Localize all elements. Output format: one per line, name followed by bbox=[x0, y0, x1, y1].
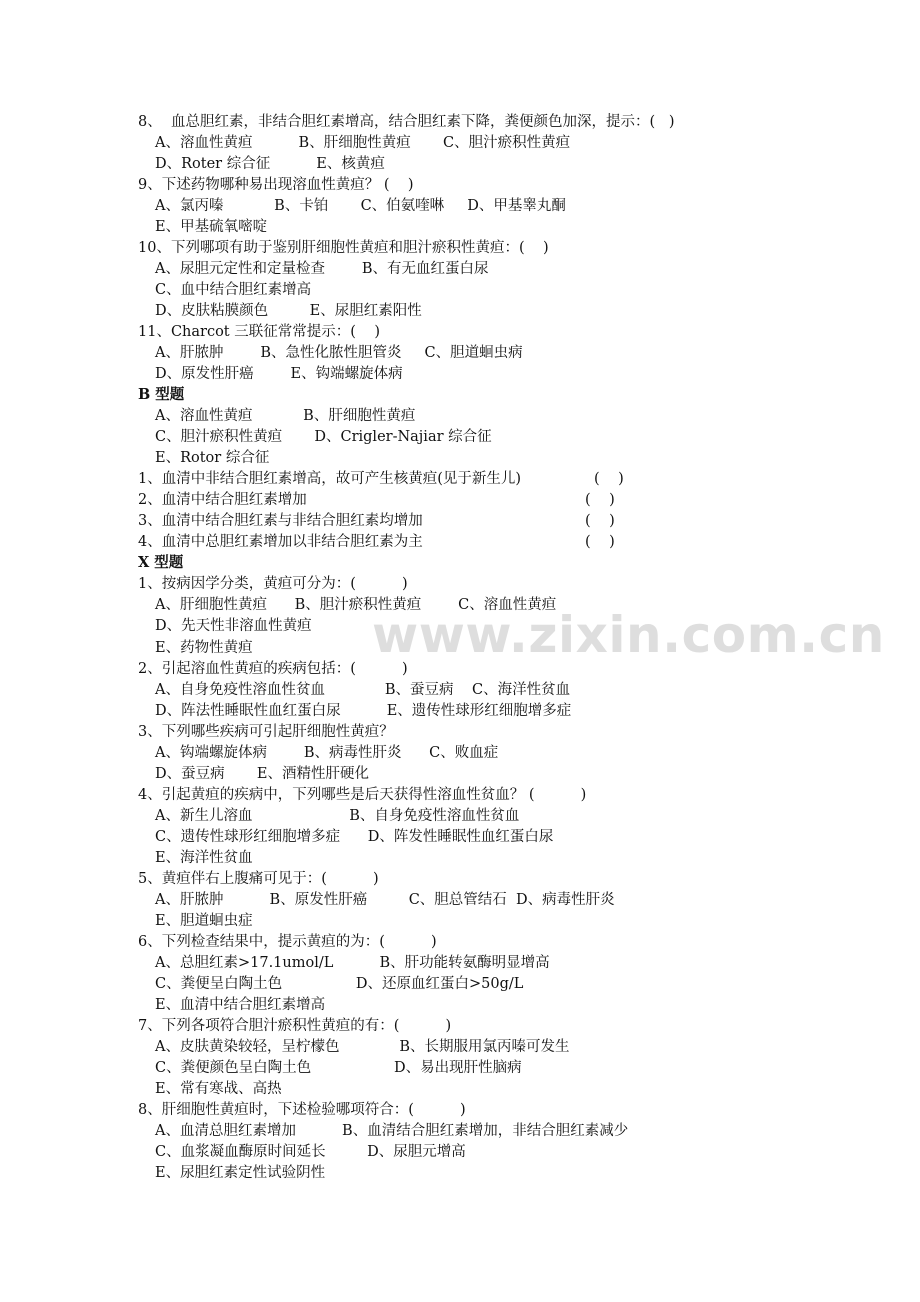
answer-options: A、皮肤黄染较轻，呈柠檬色 B、长期服用氯丙嗪可发生 bbox=[155, 1038, 570, 1055]
question-text: 1、按病因学分类，黄疸可分为：( ) bbox=[138, 576, 408, 593]
answer-options: A、钩端螺旋体病 B、病毒性肝炎 C、败血症 bbox=[155, 744, 499, 761]
answer-options: E、血清中结合胆红素增高 bbox=[155, 996, 326, 1013]
answer-options: E、常有寒战、高热 bbox=[155, 1080, 282, 1097]
answer-options: A、血清总胆红素增加 B、血清结合胆红素增加，非结合胆红素减少 bbox=[155, 1122, 629, 1139]
answer-options: A、尿胆元定性和定量检查 B、有无血红蛋白尿 bbox=[155, 261, 489, 278]
answer-bracket: ( ) bbox=[585, 534, 615, 551]
answer-options: D、蚕豆病 E、酒精性肝硬化 bbox=[155, 765, 369, 782]
answer-options: C、粪便颜色呈白陶土色 D、易出现肝性脑病 bbox=[155, 1059, 522, 1076]
question-text: 4、引起黄疸的疾病中，下列哪些是后天获得性溶血性贫血？ ( ) bbox=[138, 786, 587, 803]
answer-options: C、胆汁瘀积性黄疸 D、Crigler-Najiar 综合征 bbox=[155, 429, 492, 446]
question-text: 8、 血总胆红素，非结合胆红素增高，结合胆红素下降，粪便颜色加深，提示：( ) bbox=[138, 114, 675, 130]
answer-options: A、新生儿溶血 B、自身免疫性溶血性贫血 bbox=[155, 807, 520, 824]
answer-options: A、肝脓肿 B、原发性肝癌 C、胆总管结石 D、病毒性肝炎 bbox=[155, 891, 615, 908]
answer-options: E、药物性黄疸 bbox=[155, 639, 253, 656]
section-heading: B 型题 bbox=[138, 386, 185, 404]
question-text: 8、肝细胞性黄疸时，下述检验哪项符合：( ) bbox=[138, 1101, 466, 1118]
question-text: 9、下述药物哪种易出现溶血性黄疸？ ( ) bbox=[138, 177, 414, 194]
question-text: 6、下列检查结果中，提示黄疸的为：( ) bbox=[138, 933, 437, 950]
answer-options: E、Rotor 综合征 bbox=[155, 450, 270, 467]
question-text: 11、Charcot 三联征常常提示：( ) bbox=[138, 324, 380, 341]
question-text: 7、下列各项符合胆汁瘀积性黄疸的有：( ) bbox=[138, 1017, 452, 1034]
answer-options: A、肝细胞性黄疸 B、胆汁瘀积性黄疸 C、溶血性黄疸 bbox=[155, 597, 557, 614]
answer-options: E、甲基硫氧嘧啶 bbox=[155, 219, 268, 236]
answer-options: C、血中结合胆红素增高 bbox=[155, 282, 312, 299]
question-text: 1、血清中非结合胆红素增高，故可产生核黄疸(见于新生儿) bbox=[138, 471, 522, 488]
question-text: 2、血清中结合胆红素增加 bbox=[138, 492, 307, 509]
answer-options: D、Roter 综合征 E、核黄疸 bbox=[155, 156, 385, 173]
question-text: 10、下列哪项有助于鉴别肝细胞性黄疸和胆汁瘀积性黄疸：( ) bbox=[138, 240, 549, 257]
answer-options: D、原发性肝癌 E、钩端螺旋体病 bbox=[155, 366, 403, 383]
answer-bracket: ( ) bbox=[594, 471, 624, 488]
answer-options: A、溶血性黄疸 B、肝细胞性黄疸 bbox=[155, 408, 416, 425]
answer-options: D、先天性非溶血性黄疸 bbox=[155, 618, 312, 635]
answer-options: E、海洋性贫血 bbox=[155, 849, 253, 866]
answer-options: A、氯丙嗪 B、卡铂 C、伯氨喹啉 D、甲基睾丸酮 bbox=[155, 198, 566, 215]
question-text: 4、血清中总胆红素增加以非结合胆红素为主 bbox=[138, 534, 423, 551]
answer-options: C、血浆凝血酶原时间延长 D、尿胆元增高 bbox=[155, 1143, 466, 1160]
answer-options: C、遗传性球形红细胞增多症 D、阵发性睡眠性血红蛋白尿 bbox=[155, 828, 554, 845]
answer-bracket: ( ) bbox=[585, 513, 615, 530]
answer-options: D、阵法性睡眠性血红蛋白尿 E、遗传性球形红细胞增多症 bbox=[155, 702, 572, 719]
answer-options: A、溶血性黄疸 B、肝细胞性黄疸 C、胆汁瘀积性黄疸 bbox=[155, 135, 571, 152]
answer-options: E、胆道蛔虫症 bbox=[155, 912, 253, 929]
question-text: 2、引起溶血性黄疸的疾病包括：( ) bbox=[138, 660, 408, 677]
answer-options: A、总胆红素>17.1umol/L B、肝功能转氨酶明显增高 bbox=[155, 954, 550, 971]
answer-options: A、肝脓肿 B、急性化脓性胆管炎 C、胆道蛔虫病 bbox=[155, 345, 523, 362]
answer-options: E、尿胆红素定性试验阴性 bbox=[155, 1165, 326, 1181]
answer-options: C、粪便呈白陶土色 D、还原血红蛋白>50g/L bbox=[155, 975, 524, 992]
question-text: 5、黄疸伴右上腹痛可见于：( ) bbox=[138, 870, 379, 887]
section-heading: X 型题 bbox=[138, 554, 184, 572]
answer-bracket: ( ) bbox=[585, 492, 615, 509]
question-text: 3、下列哪些疾病可引起肝细胞性黄疸？ bbox=[138, 723, 394, 740]
watermark: www.zixin.com.cn bbox=[372, 606, 885, 664]
answer-options: A、自身免疫性溶血性贫血 B、蚕豆病 C、海洋性贫血 bbox=[155, 681, 571, 698]
answer-options: D、皮肤粘膜颜色 E、尿胆红素阳性 bbox=[155, 303, 422, 320]
question-text: 3、血清中结合胆红素与非结合胆红素均增加 bbox=[138, 513, 423, 530]
